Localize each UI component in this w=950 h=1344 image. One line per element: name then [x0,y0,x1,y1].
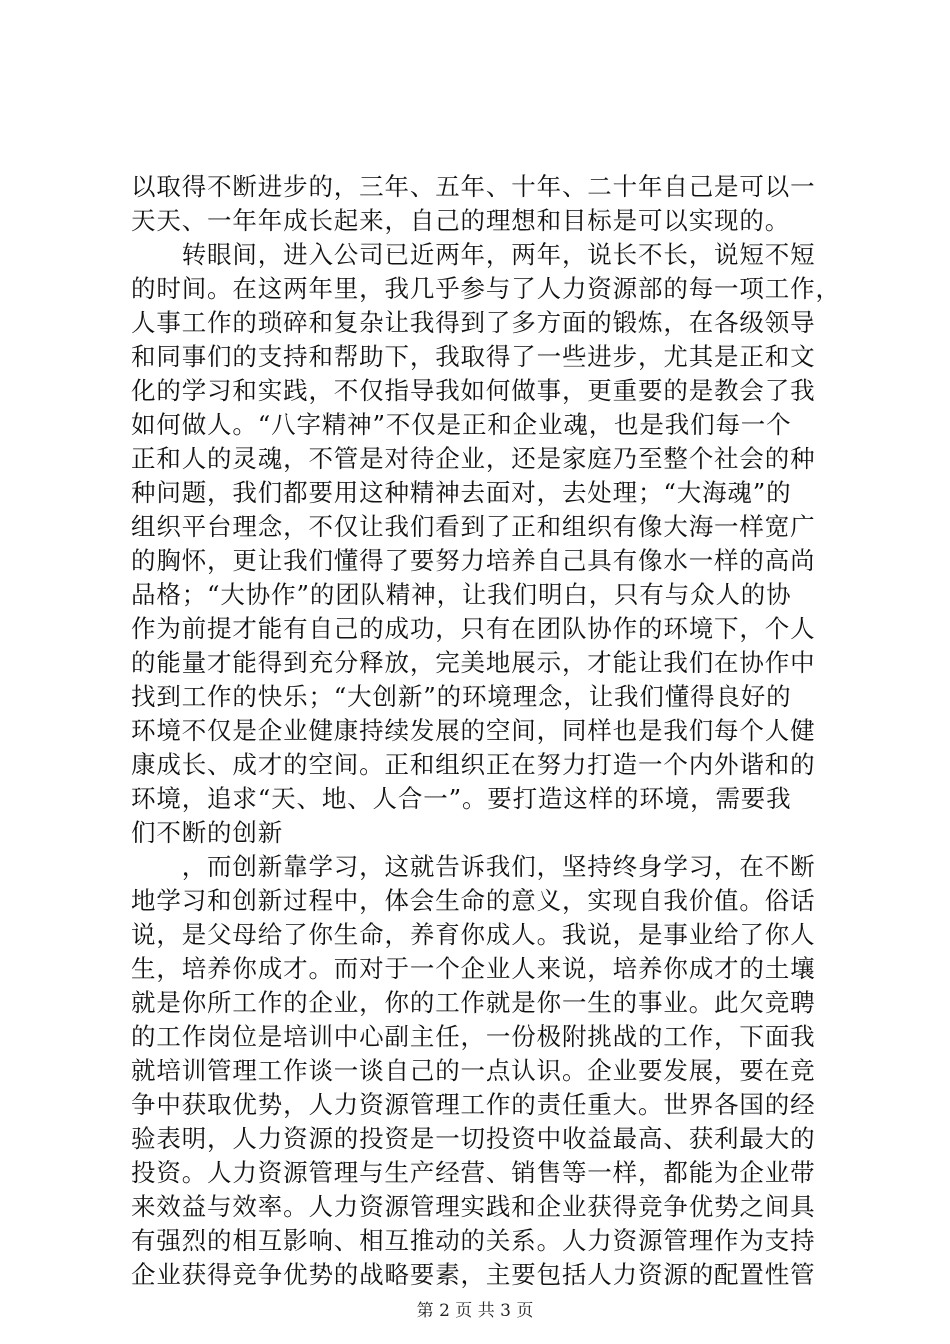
text-line: 地学习和创新过程中，体会生命的意义，实现自我价值。俗话 [131,886,816,915]
text-line: 生，培养你成才。而对于一个企业人来说，培养你成才的土壤 [131,954,816,983]
text-line: 投资。人力资源管理与生产经营、销售等一样，都能为企业带 [131,1158,816,1187]
text-line: 化的学习和实践，不仅指导我如何做事，更重要的是教会了我 [131,376,816,405]
text-line: 品格；“大协作”的团队精神，让我们明白，只有与众人的协 [131,580,792,609]
text-line: 的能量才能得到充分释放，完美地展示，才能让我们在协作中 [131,648,816,677]
text-line: 环境不仅是企业健康持续发展的空间，同样也是我们每个人健 [131,716,816,745]
text-line: 天天、一年年成长起来，自己的理想和目标是可以实现的。 [131,206,791,235]
page-footer: 第 2 页 共 3 页 [416,1301,534,1321]
text-line: 转眼间，进入公司已近两年，两年，说长不长，说短不短 [131,240,816,269]
text-line: 们不断的创新 [131,818,284,847]
text-line: 如何做人。“八字精神”不仅是正和企业魂，也是我们每一个 [131,410,792,439]
text-line: 的时间。在这两年里，我几乎参与了人力资源部的每一项工作， [131,274,841,303]
text-line: 来效益与效率。人力资源管理实践和企业获得竞争优势之间具 [131,1192,816,1221]
text-line: 争中获取优势，人力资源管理工作的责任重大。世界各国的经 [131,1090,816,1119]
text-line: 以取得不断进步的，三年、五年、十年、二十年自己是可以一 [131,172,816,201]
text-line: ，而创新靠学习，这就告诉我们，坚持终身学习，在不断 [131,852,816,881]
text-line: 种问题，我们都要用这种精神去面对，去处理；“大海魂”的 [131,478,792,507]
text-line: 找到工作的快乐；“大创新”的环境理念，让我们懂得良好的 [131,682,792,711]
text-line: 验表明，人力资源的投资是一切投资中收益最高、获利最大的 [131,1124,816,1153]
text-line: 的工作岗位是培训中心副主任，一份极附挑战的工作，下面我 [131,1022,816,1051]
text-line: 有强烈的相互影响、相互推动的关系。人力资源管理作为支持 [131,1226,816,1255]
text-line: 和同事们的支持和帮助下，我取得了一些进步，尤其是正和文 [131,342,816,371]
text-line: 的胸怀，更让我们懂得了要努力培养自己具有像水一样的高尚 [131,546,816,575]
text-line: 康成长、成才的空间。正和组织正在努力打造一个内外谐和的 [131,750,816,779]
text-line: 说，是父母给了你生命，养育你成人。我说，是事业给了你人 [131,920,816,949]
text-line: 正和人的灵魂，不管是对待企业，还是家庭乃至整个社会的种 [131,444,816,473]
text-line: 就是你所工作的企业，你的工作就是你一生的事业。此欠竞聘 [131,988,816,1017]
text-line: 作为前提才能有自己的成功，只有在团队协作的环境下，个人 [131,614,816,643]
text-line: 企业获得竞争优势的战略要素，主要包括人力资源的配置性管 [131,1260,816,1289]
text-line: 就培训管理工作谈一谈自己的一点认识。企业要发展，要在竞 [131,1056,816,1085]
text-line: 组织平台理念，不仅让我们看到了正和组织有像大海一样宽广 [131,512,816,541]
text-line: 人事工作的琐碎和复杂让我得到了多方面的锻炼，在各级领导 [131,308,816,337]
text-line: 环境，追求“天、地、人合一”。要打造这样的环境，需要我 [131,784,792,813]
